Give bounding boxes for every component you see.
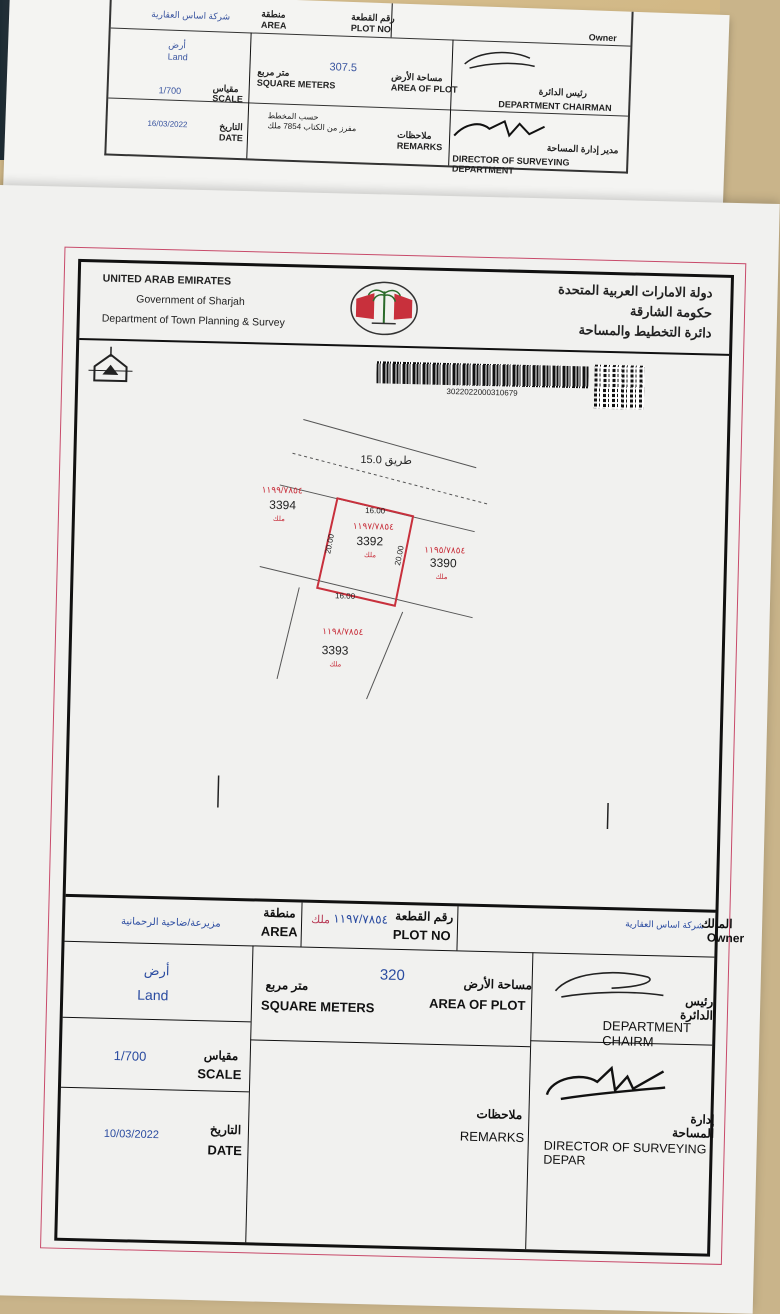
header-country-ar: دولة الامارات العربية المتحدة (558, 280, 713, 304)
plot-no-tag: ملك (311, 913, 330, 926)
plot-main-owned: ملك (364, 551, 376, 559)
plot-left-owned: ملك (273, 515, 285, 523)
back-sqm-en: SQUARE METERS (257, 78, 336, 91)
dim-bottom: 16.00 (335, 591, 356, 600)
back-area-number: 307.5 (329, 61, 357, 74)
dim-top: 16.00 (365, 506, 386, 515)
date-label-en: DATE (207, 1142, 242, 1158)
plot-bottom-owned: ملك (329, 660, 341, 668)
owner-value: شركة اساس العقارية (625, 918, 704, 931)
back-director-en: DIRECTOR OF SURVEYING DEPARTMENT (452, 154, 627, 180)
table-row-line (65, 941, 715, 958)
plot-main-number: 3392 (356, 534, 383, 549)
sharjah-emblem-icon (347, 279, 420, 339)
table-col-line (245, 945, 253, 1242)
barcode-bars (376, 361, 588, 388)
date-value: 10/03/2022 (104, 1128, 159, 1141)
header-arabic (557, 280, 713, 344)
plot-right-owned: ملك (435, 573, 447, 581)
plot-info-table (57, 894, 715, 1254)
plot-map-drawing (66, 392, 728, 908)
table-row-line (250, 1039, 530, 1047)
back-areaplot-en: AREA OF PLOT (391, 82, 458, 94)
header-government-ar: حكومة الشارقة (557, 300, 712, 324)
document-header (79, 262, 731, 356)
table-col-line (456, 906, 458, 950)
header-government-en: Government of Sharjah (102, 289, 286, 313)
owner-label-en: Owner (707, 930, 745, 945)
header-country-en: UNITED ARAB EMIRATES (103, 269, 287, 293)
header-department-ar: دائرة التخطيط والمساحة (557, 320, 712, 344)
back-director-ar: مدير إدارة المساحة (547, 143, 619, 156)
dim-left: 20.00 (323, 533, 336, 555)
plot-bottom-number: 3393 (322, 643, 349, 658)
scale-label-en: SCALE (197, 1066, 241, 1082)
back-info-table (104, 0, 633, 174)
back-remarks-en: REMARKS (397, 141, 443, 153)
barcode (376, 361, 589, 399)
back-remarks-value-2: مفرز من الكتاب 7854 ملك (267, 121, 356, 133)
back-date-value: 16/03/2022 (147, 119, 187, 129)
plot-main-code: ١١٩٧/٧٨٥٤ (353, 521, 395, 532)
back-col-line (246, 32, 251, 158)
area-label-ar: منطقة (263, 906, 296, 921)
back-plot-en: PLOT NO (351, 23, 391, 34)
owner-label-ar: المالك (701, 916, 733, 931)
back-areaplot-ar: مساحة الأرض (391, 71, 443, 84)
pen-mark (607, 803, 608, 829)
back-land-en: Land (168, 52, 188, 63)
parcel-boundary-line (367, 611, 403, 700)
chairman-label-ar: رئيس الدائرة (675, 994, 714, 1023)
header-english (102, 269, 286, 333)
back-land-ar: أرض (168, 40, 186, 52)
back-chairman-signature (459, 46, 540, 77)
scale-label-ar: مقياس (204, 1048, 239, 1063)
header-department-en: Department of Town Planning & Survey (102, 309, 286, 333)
area-value: مزيرعة/ضاحية الرحمانية (121, 916, 221, 929)
plot-bottom-code: ١١٩٨/٧٨٥٤ (322, 626, 364, 637)
plot-map (66, 392, 728, 908)
director-signature (541, 1058, 672, 1111)
road-label: طريق 15.0 (360, 454, 412, 467)
parcel-boundary-line (277, 587, 299, 679)
back-col-line (448, 39, 453, 165)
back-scale-ar: مقياس (212, 83, 238, 95)
plot-no-label-en: PLOT NO (393, 927, 451, 943)
director-label-ar: إدارة المساحة (672, 1112, 715, 1141)
area-of-plot-label-ar: مساحة الأرض (463, 977, 532, 993)
pen-mark (218, 776, 219, 808)
plot-left-code: ١١٩٩/٧٨٥٤ (262, 484, 304, 495)
sqm-label-en: SQUARE METERS (261, 998, 375, 1016)
chairman-label-en: DEPARTMENT CHAIRM (602, 1018, 713, 1051)
plot-left-number: 3394 (269, 498, 296, 513)
back-area-en: AREA (261, 20, 287, 31)
back-date-en: DATE (219, 132, 243, 143)
plot-right-code: ١١٩٥/٧٨٥٤ (424, 544, 466, 555)
back-area-value: شركة اساس العقارية (151, 9, 230, 23)
area-of-plot-label-en: AREA OF PLOT (429, 996, 526, 1013)
table-col-line (525, 952, 533, 1249)
table-row-line (61, 1087, 249, 1093)
barcode-number: 3022022000310679 (376, 385, 588, 399)
main-document-sheet (0, 185, 780, 1314)
back-sqm-ar: متر مربع (257, 67, 289, 79)
back-scale-en: SCALE (212, 93, 243, 104)
remarks-label-en: REMARKS (460, 1129, 525, 1146)
director-label-en: DIRECTOR OF SURVEYING DEPAR (543, 1139, 710, 1171)
back-scale-value: 1/700 (158, 85, 181, 96)
plot-no-value: ١١٩٧/٧٨٥٤ (333, 911, 388, 926)
date-label-ar: التاريخ (210, 1122, 241, 1137)
plot-right-number: 3390 (430, 556, 457, 571)
back-chairman-en: DEPARTMENT CHAIRMAN (498, 99, 612, 113)
plot-plan-frame (54, 259, 734, 1257)
back-area-ar: منطقة (261, 9, 286, 21)
back-owner-en: Owner (589, 32, 617, 43)
chairman-signature (551, 963, 672, 1012)
qr-code-icon (594, 365, 645, 410)
land-type-en: Land (137, 987, 169, 1004)
plot-no-label-ar: رقم القطعة (395, 909, 453, 924)
table-col-line (300, 903, 302, 947)
sqm-label-ar: متر مربع (265, 978, 308, 993)
area-label-en: AREA (261, 924, 298, 940)
back-remarks-value-1: حسب المخطط (268, 111, 319, 122)
back-remarks-ar: ملاحظات (397, 130, 432, 142)
back-plot-ar: رقم القطعة (351, 12, 395, 25)
back-date-ar: التاريخ (219, 121, 243, 133)
remarks-label-ar: ملاحظات (476, 1107, 522, 1122)
dim-right: 20.00 (393, 544, 406, 566)
north-arrow-icon (88, 344, 133, 389)
land-type-ar: أرض (144, 963, 170, 980)
area-of-plot-value: 320 (380, 967, 405, 985)
table-row-line (63, 1017, 251, 1023)
back-chairman-ar: رئيس الدائرة (539, 87, 588, 100)
scale-value: 1/700 (114, 1048, 147, 1064)
back-director-signature (449, 113, 550, 146)
